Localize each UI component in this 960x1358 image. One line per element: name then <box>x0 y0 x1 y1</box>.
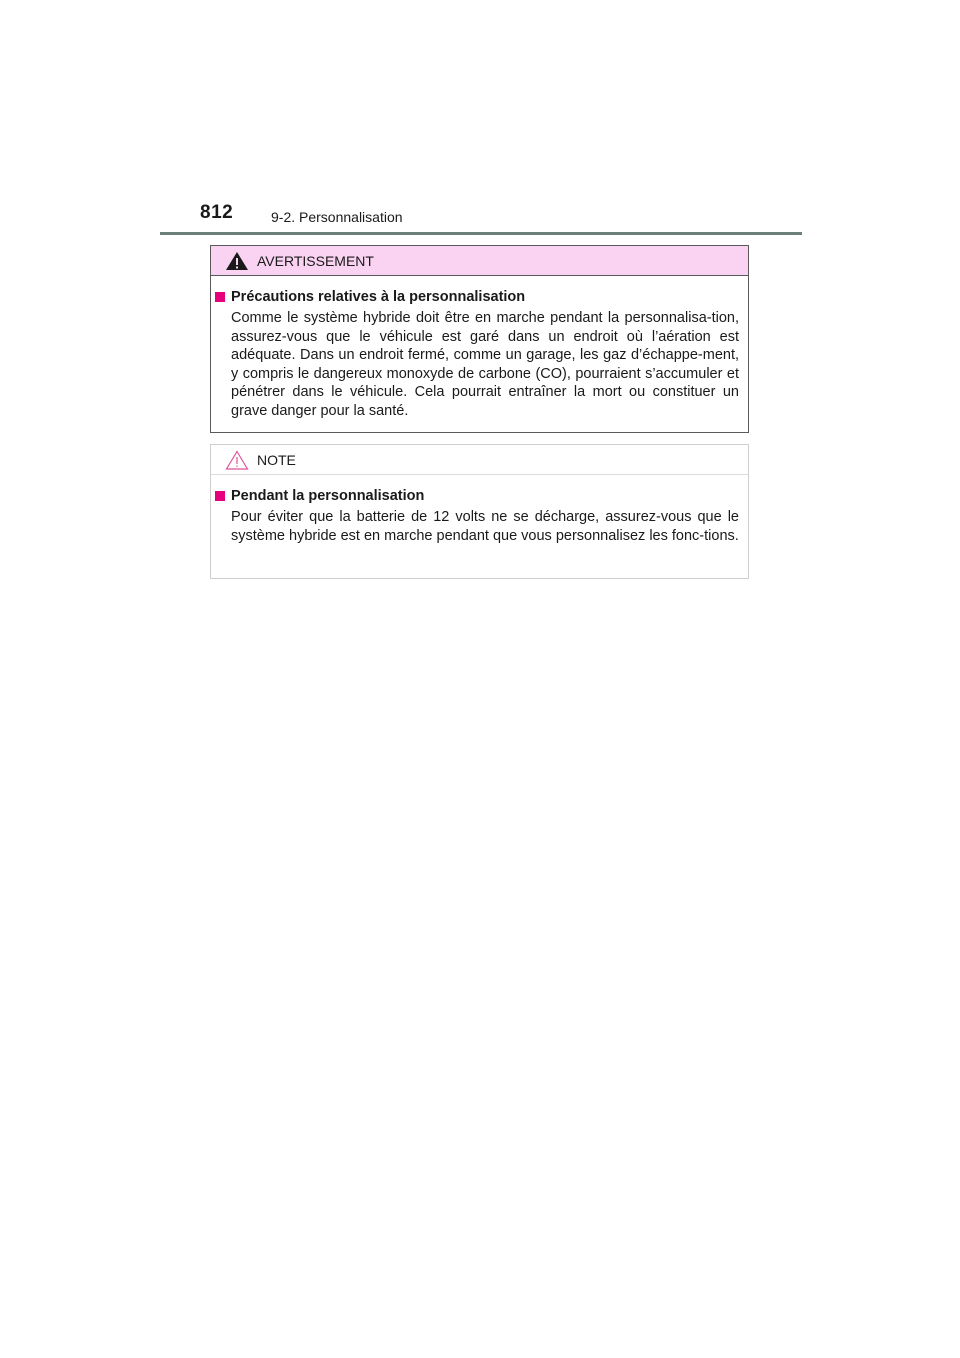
note-item-text: Pour éviter que la batterie de 12 volts ne se décharge, assurez-vous que le système hybride est en marche pendant que vous personnalisez les fonc-tions. <box>231 509 739 544</box>
warning-box <box>210 245 749 433</box>
page-number: 812 <box>200 202 234 223</box>
note-label: NOTE <box>257 451 296 468</box>
warning-item-title <box>215 289 739 305</box>
note-box <box>210 444 749 579</box>
warning-item-text: Comme le système hybride doit être en marche pendant la personnalisa-tion, assurez-vous que le véhicule est garé dans un endroit où l’aération est adéquate. Dans un endroit fermé, comme un garage, les gaz d’échappe-ment, y compris le dangereux monoxyde de carbone (CO), pourraient s’accumuler et pénétrer dans le véhicule. Cela pourrait entraîner la mort ou constituer un grave danger pour la santé. <box>231 310 739 419</box>
warning-triangle-icon <box>225 251 249 271</box>
note-item-title-text: Pendant la personnalisation <box>231 488 425 504</box>
header-rule <box>160 232 802 235</box>
square-bullet-icon <box>215 292 225 302</box>
square-bullet-icon <box>215 491 225 501</box>
warning-item-title-text: Précautions relatives à la personnalisation <box>231 289 526 305</box>
caution-outline-icon <box>225 450 249 470</box>
note-header <box>211 445 748 475</box>
section-title: 9-2. Personnalisation <box>271 209 403 225</box>
note-item-title <box>215 488 739 504</box>
warning-header <box>211 246 748 276</box>
warning-label: AVERTISSEMENT <box>257 252 374 269</box>
